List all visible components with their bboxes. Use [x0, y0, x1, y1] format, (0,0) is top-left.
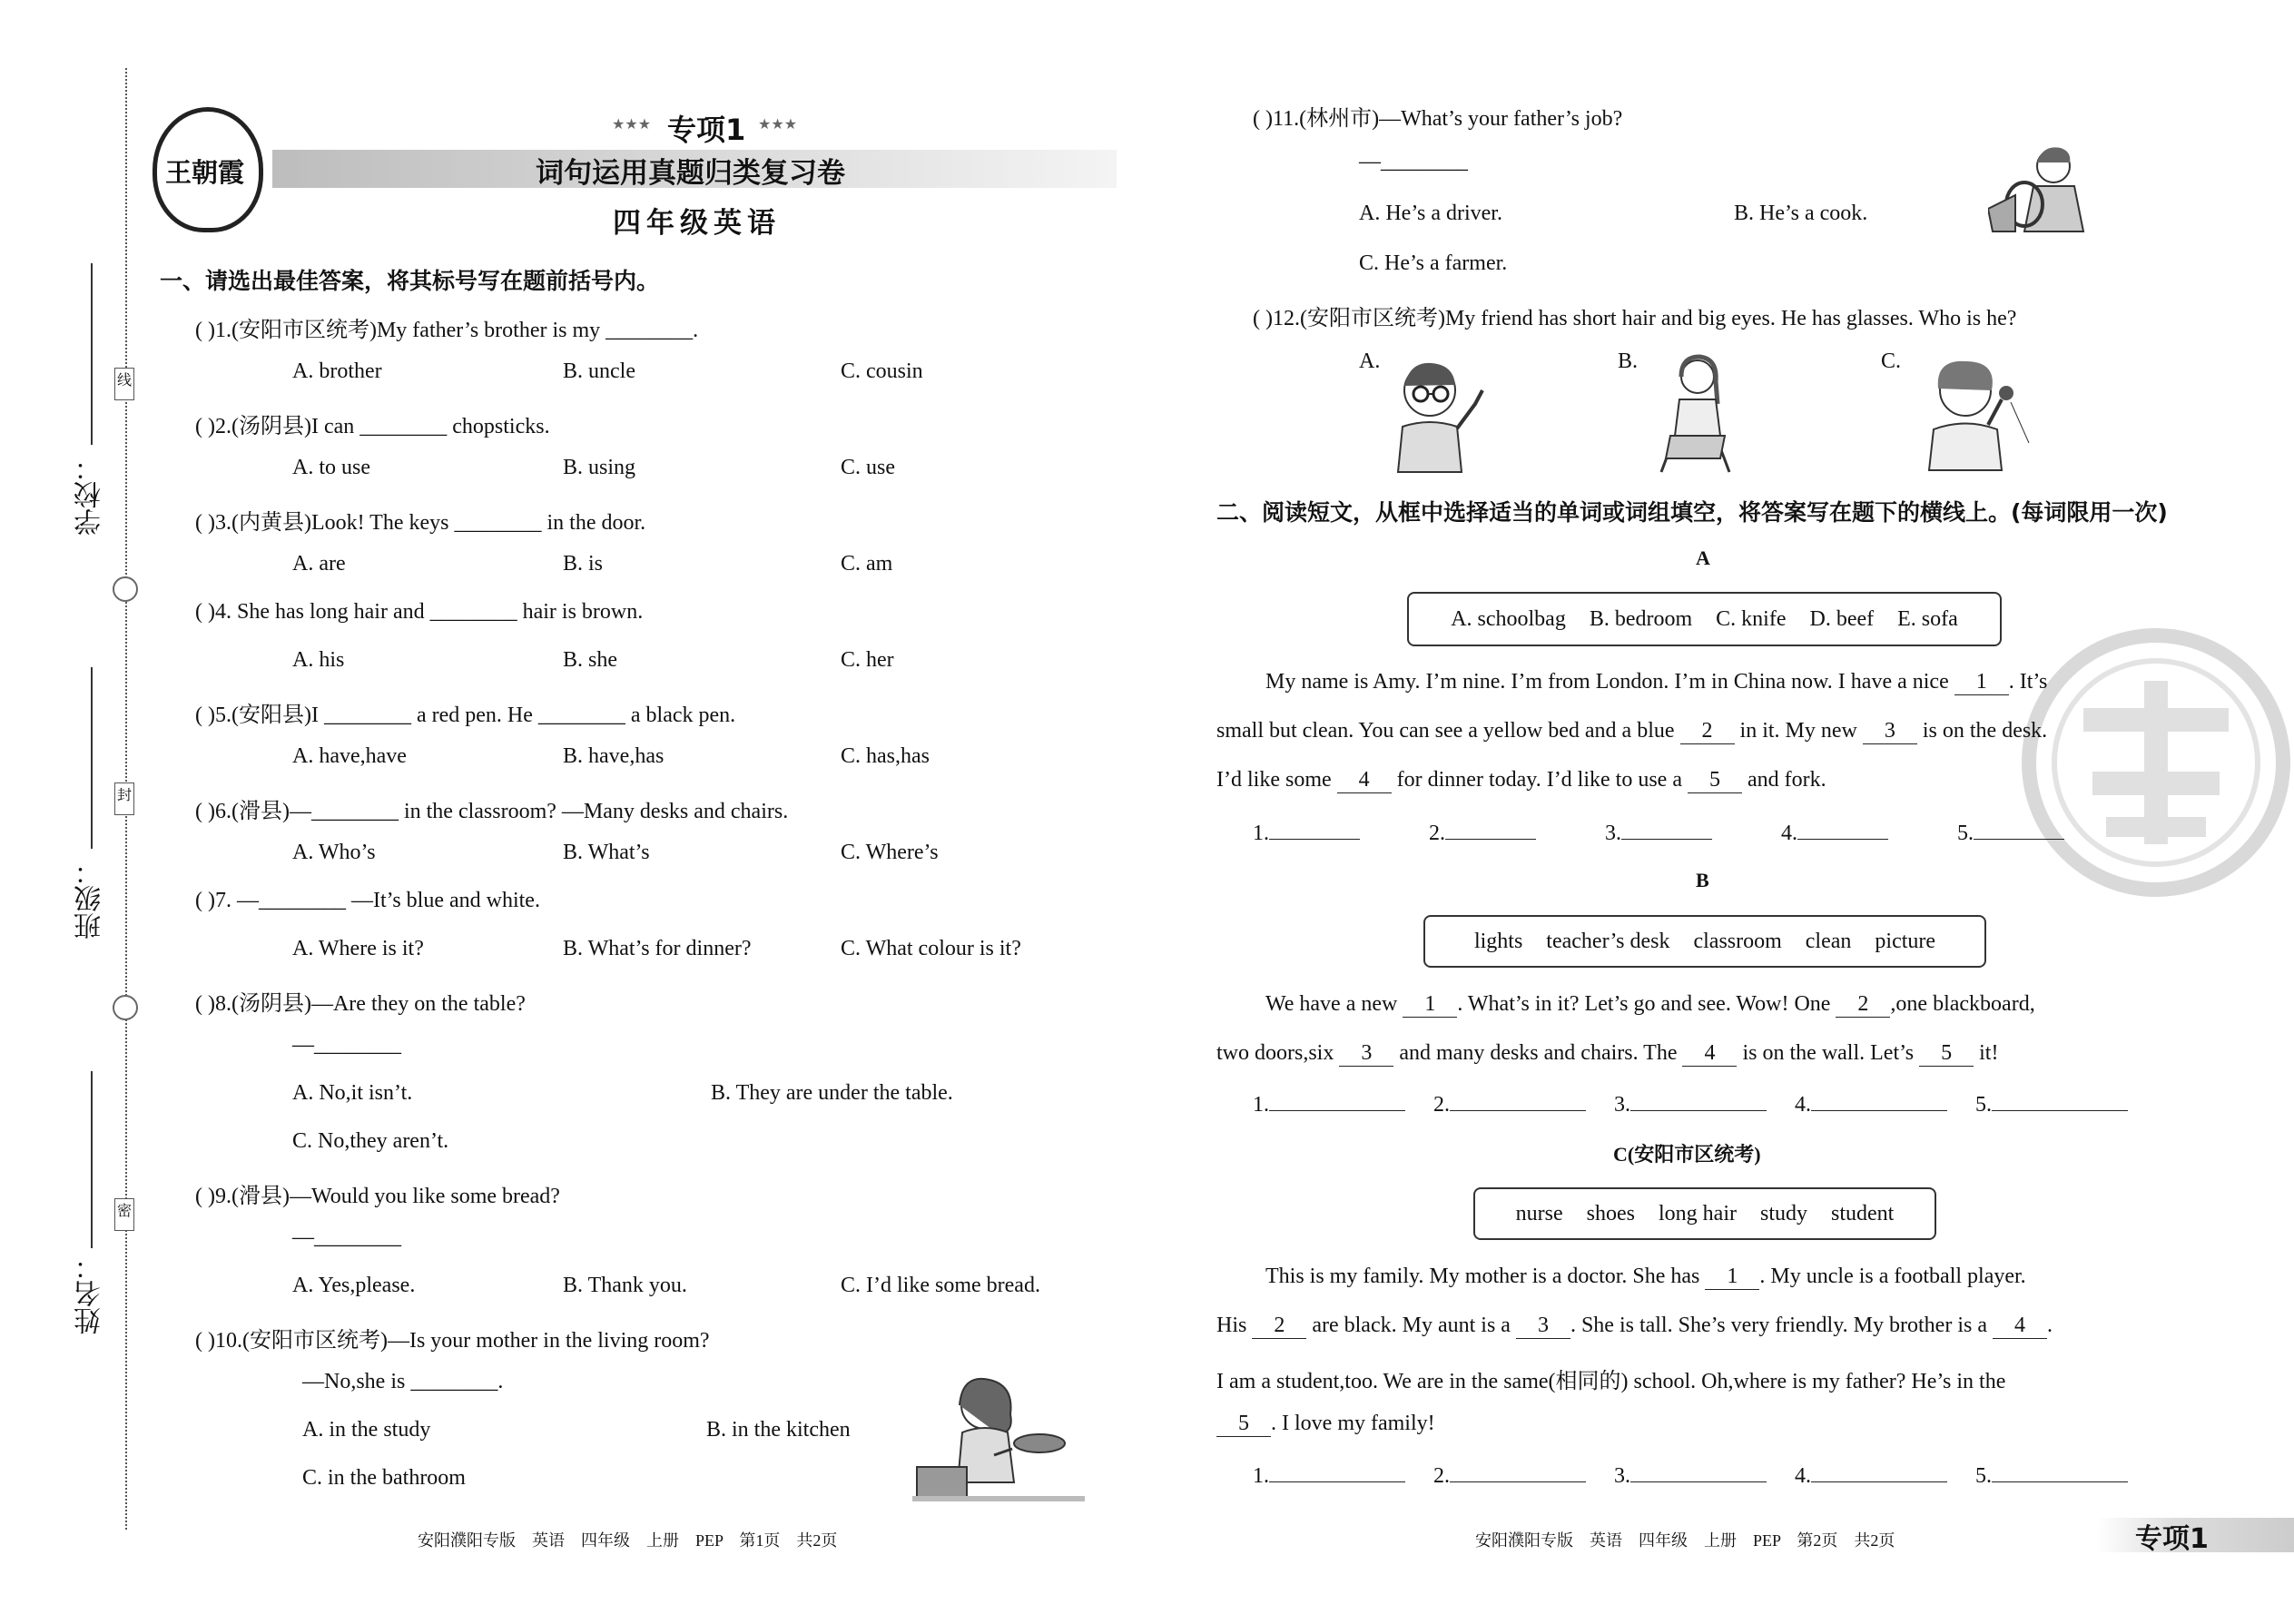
answer-number: 3. [1605, 822, 1621, 845]
passage-text: small but clean. You can see a yellow bed and a blue [1216, 719, 1675, 743]
section2-heading: 二、阅读短文，从框中选择适当的单词或词组填空，将答案写在题下的横线上。(每词限用一次) [1216, 499, 2168, 526]
school-line [91, 263, 93, 445]
word-option: picture [1875, 929, 1936, 953]
answer-blank[interactable] [1621, 819, 1712, 840]
answer-number: 3. [1614, 1464, 1630, 1488]
q10-option-c[interactable]: C. in the bathroom [302, 1466, 466, 1490]
q2-option-c[interactable]: C. use [841, 456, 895, 479]
q6-option-a[interactable]: A. Who’s [292, 841, 376, 864]
question-2-stem: ( )2.(汤阴县)I can ________ chopsticks. [195, 415, 550, 438]
blank-a2[interactable]: 2 [1680, 719, 1735, 744]
blank-a5[interactable]: 5 [1688, 768, 1742, 793]
singing-boy-illustration [1915, 352, 2043, 475]
answer-number: 5. [1957, 822, 1974, 845]
passage-c-word-box [1473, 1187, 1936, 1240]
q10-answer-line: —No,she is ________. [302, 1370, 504, 1393]
q12-option-a[interactable]: A. [1359, 349, 1381, 373]
word-option: student [1831, 1201, 1895, 1225]
cut-mark-3: 密 [114, 1198, 134, 1231]
q4-option-b[interactable]: B. she [563, 648, 617, 672]
passage-text: . She is tall. She’s very friendly. My brother is a [1570, 1314, 1987, 1337]
passage-text: His [1216, 1314, 1247, 1337]
blank-b2[interactable]: 2 [1836, 992, 1890, 1018]
blank-b4[interactable]: 4 [1682, 1041, 1737, 1067]
logo-text: 王朝霞 [165, 157, 245, 188]
q6-option-c[interactable]: C. Where’s [841, 841, 939, 864]
word-option: B. bedroom [1589, 606, 1693, 631]
q10-option-b[interactable]: B. in the kitchen [706, 1418, 851, 1442]
passage-c-line-4 [1216, 1412, 1435, 1437]
blank-a3[interactable]: 3 [1863, 719, 1917, 744]
passage-a-line-2 [1216, 719, 2047, 744]
answer-number: 3. [1614, 1093, 1630, 1117]
q11-option-b[interactable]: B. He’s a cook. [1734, 202, 1868, 225]
question-11-stem: ( )11.(林州市)—What’s your father’s job? [1253, 107, 1623, 131]
passage-a-word-box [1407, 592, 2002, 646]
q8-option-b[interactable]: B. They are under the table. [711, 1081, 953, 1105]
answer-blank[interactable] [1269, 1090, 1405, 1111]
q9-option-b[interactable]: B. Thank you. [563, 1274, 687, 1297]
class-label: 班级： [74, 858, 106, 940]
cut-mark-2: 封 [114, 782, 134, 815]
question-9-stem: ( )9.(滑县)—Would you like some bread? [195, 1185, 560, 1208]
passage-text: two doors,six [1216, 1041, 1334, 1065]
answer-number: 4. [1781, 822, 1797, 845]
answer-number: 2. [1433, 1464, 1450, 1488]
q7-option-b[interactable]: B. What’s for dinner? [563, 937, 752, 960]
q6-option-b[interactable]: B. What’s [563, 841, 650, 864]
passage-text: ,one blackboard, [1890, 992, 2035, 1016]
blank-b5[interactable]: 5 [1919, 1041, 1974, 1067]
blank-c1[interactable]: 1 [1705, 1265, 1759, 1290]
star-decoration-icon: ★★★ [612, 117, 652, 133]
q8-answer-line: —________ [292, 1033, 401, 1057]
answer-number: 4. [1795, 1464, 1811, 1488]
q7-option-c[interactable]: C. What colour is it? [841, 937, 1021, 960]
question-6-stem: ( )6.(滑县)—________ in the classroom? —Many desks and chairs. [195, 800, 789, 823]
answer-blank[interactable] [1450, 1090, 1586, 1111]
passage-text: and fork. [1747, 768, 1826, 792]
blank-c2[interactable]: 2 [1252, 1314, 1306, 1339]
answer-number: 5. [1975, 1464, 1992, 1488]
section1-heading: 一、请选出最佳答案，将其标号写在题前括号内。 [160, 268, 660, 294]
boy-with-glasses-illustration [1384, 354, 1489, 477]
q3-option-a[interactable]: A. are [292, 552, 346, 576]
q12-option-c[interactable]: C. [1881, 349, 1902, 373]
blank-c3[interactable]: 3 [1516, 1314, 1570, 1339]
passage-a-label: A [1696, 546, 1710, 569]
word-option: clean [1805, 929, 1852, 953]
question-3-stem: ( )3.(内黄县)Look! The keys ________ in the door. [195, 511, 646, 535]
question-7-stem: ( )7. —________ —It’s blue and white. [195, 889, 540, 912]
q1-option-a[interactable]: A. brother [292, 359, 382, 383]
word-option: teacher’s desk [1546, 929, 1670, 953]
q9-option-a[interactable]: A. Yes,please. [292, 1274, 416, 1297]
answer-blank[interactable] [1992, 1462, 2128, 1482]
word-option: shoes [1586, 1201, 1635, 1225]
blank-a1[interactable]: 1 [1954, 670, 2009, 695]
passage-text: This is my family. My mother is a doctor. She has [1265, 1265, 1700, 1288]
answer-number: 1. [1253, 822, 1269, 845]
q7-option-a[interactable]: A. Where is it? [292, 937, 424, 960]
blank-c4[interactable]: 4 [1993, 1314, 2047, 1339]
page-subtitle: 四年级英语 [613, 207, 781, 240]
question-8-stem: ( )8.(汤阴县)—Are they on the table? [195, 992, 526, 1016]
school-label: 学校： [74, 454, 106, 536]
name-line [91, 1071, 93, 1248]
answer-number: 1. [1253, 1464, 1269, 1488]
word-option: E. sofa [1897, 606, 1958, 631]
answer-number: 2. [1429, 822, 1445, 845]
word-option: long hair [1659, 1201, 1737, 1225]
blank-a4[interactable]: 4 [1337, 768, 1392, 793]
series-label: 专项1 [667, 113, 746, 147]
passage-text: . I love my family! [1271, 1412, 1435, 1435]
answer-number: 5. [1975, 1093, 1992, 1117]
answer-blank[interactable] [1974, 819, 2064, 840]
blank-b3[interactable]: 3 [1339, 1041, 1393, 1067]
q5-option-a[interactable]: A. have,have [292, 744, 407, 768]
woman-illustration [1643, 349, 1743, 477]
answer-number: 4. [1795, 1093, 1811, 1117]
passage-b-line-1 [1265, 992, 2035, 1018]
passage-text: . What’s in it? Let’s go and see. Wow! One [1457, 992, 1831, 1016]
word-option: lights [1473, 929, 1523, 953]
question-1-stem: ( )1.(安阳市区统考)My father’s brother is my ________. [195, 319, 699, 342]
passage-b-word-box [1423, 915, 1986, 968]
passage-text: in it. My new [1739, 719, 1857, 743]
q4-option-c[interactable]: C. her [841, 648, 894, 672]
q8-option-c[interactable]: C. No,they aren’t. [292, 1129, 449, 1153]
footer-tag: 专项1 [2135, 1523, 2209, 1555]
passage-text: My name is Amy. I’m nine. I’m from London. I’m in China now. I have a nice [1265, 670, 1949, 694]
answer-blank[interactable] [1269, 1462, 1405, 1482]
q2-option-a[interactable]: A. to use [292, 456, 370, 479]
passage-text: . It’s [2008, 670, 2048, 694]
passage-text: . My uncle is a football player. [1759, 1265, 2026, 1288]
q11-answer-line: —________ [1359, 150, 1468, 173]
passage-text: are black. My aunt is a [1312, 1314, 1511, 1337]
q1-option-b[interactable]: B. uncle [563, 359, 635, 383]
passage-text: for dinner today. I’d like to use a [1396, 768, 1682, 792]
answer-number: 2. [1433, 1093, 1450, 1117]
passage-a-line-1 [1265, 670, 2047, 695]
q3-option-b[interactable]: B. is [563, 552, 604, 576]
name-label: 姓名： [74, 1253, 106, 1334]
watermark-seal [2020, 626, 2292, 899]
answer-blank[interactable] [1630, 1462, 1767, 1482]
passage-c-line-1 [1265, 1265, 2026, 1290]
class-line [91, 667, 93, 849]
answer-blank[interactable] [1450, 1462, 1586, 1482]
blank-b1[interactable]: 1 [1403, 992, 1457, 1018]
q11-option-c[interactable]: C. He’s a farmer. [1359, 251, 1508, 275]
page-title: 词句运用真题归类复习卷 [536, 157, 845, 190]
question-5-stem: ( )5.(安阳县)I ________ a red pen. He ________ a black pen. [195, 704, 736, 727]
answer-blank[interactable] [1269, 819, 1360, 840]
passage-c-line-2: His 2 are black. My aunt is a 3 . She is tall. She’s very friendly. My brother is a 4 . [1216, 1314, 2053, 1337]
word-option: nurse [1515, 1201, 1563, 1225]
blank-c5[interactable]: 5 [1216, 1412, 1271, 1437]
answer-blank[interactable] [1630, 1090, 1767, 1111]
answer-blank[interactable] [1811, 1462, 1947, 1482]
answer-blank[interactable] [1797, 819, 1888, 840]
footer-right: 安阳濮阳专版 英语 四年级 上册 PEP 第2页 共2页 [1475, 1531, 1895, 1550]
passage-c-line-3: I am a student,too. We are in the same(相同的) school. Oh,where is my father? He’s in the [1216, 1370, 2006, 1393]
q5-option-b[interactable]: B. have,has [563, 744, 665, 768]
word-option: classroom [1693, 929, 1782, 953]
footer-left: 安阳濮阳专版 英语 四年级 上册 PEP 第1页 共2页 [418, 1531, 838, 1550]
q12-option-b[interactable]: B. [1618, 349, 1639, 373]
q11-option-a[interactable]: A. He’s a driver. [1359, 202, 1502, 225]
question-4-stem: ( )4. She has long hair and ________ hair is brown. [195, 600, 644, 624]
q8-option-a[interactable]: A. No,it isn’t. [292, 1081, 413, 1105]
question-10-stem: ( )10.(安阳市区统考)—Is your mother in the living room? [195, 1329, 710, 1353]
passage-c-label: C(安阳市区统考) [1613, 1143, 1761, 1166]
passage-b-answers [1253, 1090, 2128, 1117]
q9-option-c[interactable]: C. I’d like some bread. [841, 1274, 1040, 1297]
answer-blank[interactable] [1992, 1090, 2128, 1111]
cut-mark-1: 线 [114, 368, 134, 400]
answer-blank[interactable] [1811, 1090, 1947, 1111]
word-option: C. knife [1716, 606, 1787, 631]
word-option: D. beef [1809, 606, 1875, 631]
passage-text: is on the wall. Let’s [1742, 1041, 1915, 1065]
passage-b-label: B [1696, 869, 1709, 891]
q3-option-c[interactable]: C. am [841, 552, 893, 576]
passage-text: it! [1979, 1041, 1999, 1065]
question-12-stem: ( )12.(安阳市区统考)My friend has short hair and big eyes. He has glasses. Who is he? [1253, 307, 2017, 330]
driver-illustration [1988, 141, 2088, 241]
answer-blank[interactable] [1445, 819, 1536, 840]
word-option: study [1759, 1201, 1807, 1225]
cooking-woman-illustration [912, 1369, 1085, 1505]
q9-answer-line: —________ [292, 1225, 401, 1249]
passage-c-answers [1253, 1462, 2128, 1489]
q4-option-a[interactable]: A. his [292, 648, 345, 672]
passage-text: We have a new [1265, 992, 1398, 1016]
q2-option-b[interactable]: B. using [563, 456, 636, 479]
seal-icon [113, 576, 138, 602]
passage-text: is on the desk. [1922, 719, 2048, 743]
q5-option-c[interactable]: C. has,has [841, 744, 930, 768]
passage-a-line-3 [1216, 768, 1826, 793]
seal-icon [113, 995, 138, 1020]
star-decoration-icon: ★★★ [758, 117, 798, 133]
q10-option-a[interactable]: A. in the study [302, 1418, 431, 1442]
word-option: A. schoolbag [1451, 606, 1566, 631]
q1-option-c[interactable]: C. cousin [841, 359, 923, 383]
passage-text: and many desks and chairs. The [1399, 1041, 1678, 1065]
passage-text: I’d like some [1216, 768, 1332, 792]
passage-a-answers [1253, 819, 2064, 846]
passage-b-line-2 [1216, 1041, 1998, 1067]
answer-number: 1. [1253, 1093, 1269, 1117]
